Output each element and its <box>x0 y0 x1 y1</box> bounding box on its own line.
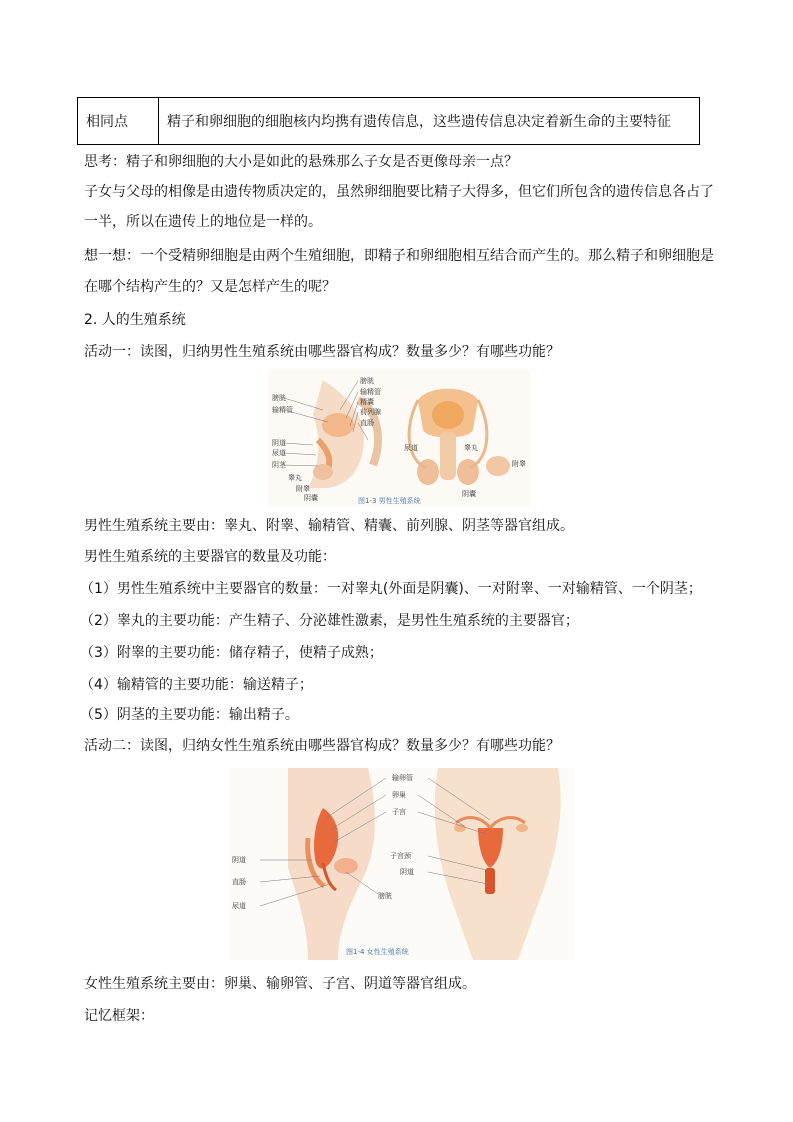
male-label-right: 尿道 <box>404 444 418 452</box>
male-label-mid: 前列腺 <box>360 408 381 416</box>
female-figure-caption: 图1-4 女性生殖系统 <box>346 948 409 956</box>
male-summary: 男性生殖系统主要由：睾丸、附睾、输精管、精囊、前列腺、阴茎等器官组成。 <box>84 518 574 534</box>
male-point-4: （4）输精管的主要功能：输送精子； <box>80 677 313 693</box>
male-label-left: 附睾 <box>296 485 310 493</box>
think-question: 思考：精子和卵细胞的大小是如此的悬殊那么子女是否更像母亲一点？ <box>84 154 518 170</box>
table-row-content: 精子和卵细胞的细胞核内均携有遗传信息，这些遗传信息决定着新生命的主要特征 <box>159 98 700 145</box>
female-label-top: 子宫 <box>392 808 406 816</box>
male-label-left: 阴道 <box>272 439 286 447</box>
comparison-table <box>77 97 700 145</box>
ponder-line-2: 在哪个结构产生的？又是怎样产生的呢？ <box>84 279 336 295</box>
female-label-mid: 子宫颈 <box>390 852 411 860</box>
memory-framework: 记忆框架： <box>84 1008 154 1024</box>
female-label-mid: 阴道 <box>400 868 414 876</box>
table-row-label: 相同点 <box>78 98 159 145</box>
table-row <box>78 98 700 145</box>
male-point-2: （2）睾丸的主要功能：产生精子、分泌雄性激素，是男性生殖系统的主要器官； <box>80 613 579 629</box>
female-label-mid: 膀胱 <box>378 892 392 900</box>
answer-line-2: 一半，所以在遗传上的地位是一样的。 <box>84 214 322 230</box>
male-label-left: 输精管 <box>272 406 293 414</box>
female-label-top: 卵巢 <box>392 791 406 799</box>
male-point-1: （1）男性生殖系统中主要器官的数量：一对睾丸(外面是阴囊)、一对附睾、一对输精管、一个阴茎； <box>80 581 702 597</box>
female-label-left: 直肠 <box>232 878 246 886</box>
male-reproductive-figure <box>268 370 530 506</box>
male-label-mid: 直肠 <box>360 419 374 427</box>
male-label-left: 阴囊 <box>304 494 318 502</box>
male-label-right: 阴囊 <box>462 490 476 498</box>
female-label-left: 阴道 <box>232 856 246 864</box>
section-heading: 2. 人的生殖系统 <box>84 312 186 328</box>
answer-line-1: 子女与父母的相像是由遗传物质决定的，虽然卵细胞要比精子大得多，但它们所包含的遗传信息各占了 <box>84 184 714 200</box>
male-point-3: （3）附睾的主要功能：储存精子，使精子成熟； <box>80 645 383 661</box>
male-figure-caption: 图1-3 男性生殖系统 <box>358 497 421 505</box>
male-label-mid: 精囊 <box>360 398 374 406</box>
male-label-right: 睾丸 <box>464 444 478 452</box>
female-label-left: 尿道 <box>232 902 246 910</box>
ponder-line-1: 想一想：一个受精卵细胞是由两个生殖细胞，即精子和卵细胞相互结合而产生的。那么精子和卵细胞是 <box>84 248 714 264</box>
activity-1: 活动一：读图，归纳男性生殖系统由哪些器官构成？数量多少？有哪些功能？ <box>84 344 560 360</box>
male-point-5: （5）阴茎的主要功能：输出精子。 <box>80 707 299 723</box>
female-summary: 女性生殖系统主要由：卵巢、输卵管、子宫、阴道等器官组成。 <box>84 976 476 992</box>
male-label-right: 附睾 <box>512 460 526 468</box>
female-reproductive-figure <box>228 768 574 960</box>
female-label-top: 输卵管 <box>392 774 413 782</box>
activity-2: 活动二：读图，归纳女性生殖系统由哪些器官构成？数量多少？有哪些功能？ <box>84 738 560 754</box>
male-label-left: 阴茎 <box>272 461 286 469</box>
male-intro: 男性生殖系统的主要器官的数量及功能： <box>84 549 336 565</box>
male-label-mid: 输精管 <box>360 388 381 396</box>
male-label-left: 睾丸 <box>288 474 302 482</box>
male-label-mid: 膀胱 <box>360 377 374 385</box>
male-label-left: 尿道 <box>272 449 286 457</box>
male-label-left: 膀胱 <box>272 394 286 402</box>
